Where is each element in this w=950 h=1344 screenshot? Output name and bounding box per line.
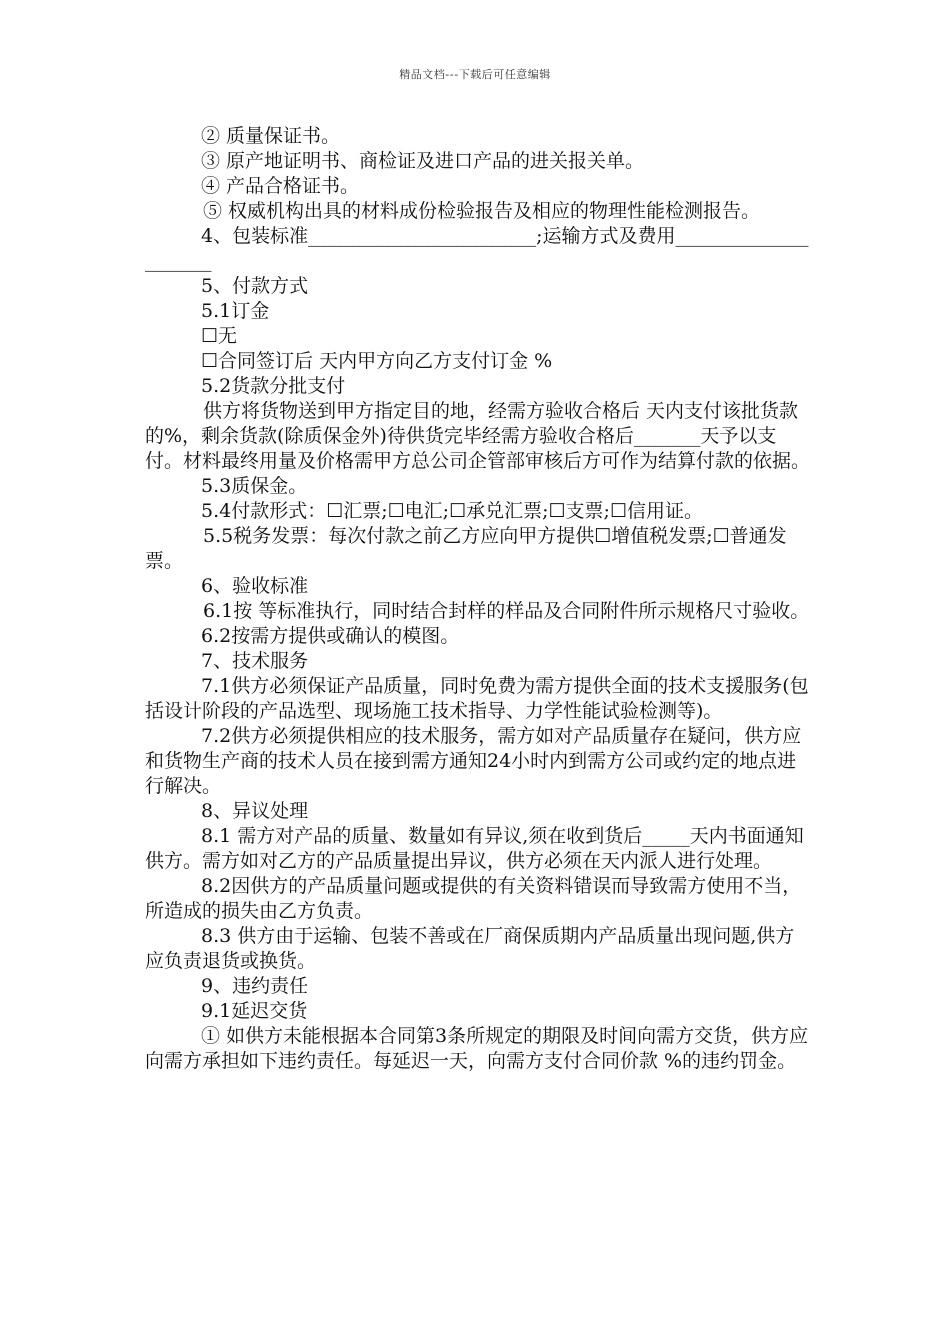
option-deposit: ☐合同签订后 天内甲方向乙方支付订金 %: [201, 350, 553, 372]
clause-9-1: 9.1延迟交货: [201, 1000, 308, 1022]
clause-5-1: 5.1订金: [201, 300, 270, 322]
section-heading-objection: 8、异议处理: [201, 800, 309, 822]
page-header: 精品文档---下载后可任意编辑: [399, 68, 551, 81]
clause-5-2: 5.2货款分批支付: [201, 375, 346, 397]
clause-5-5: 5.5税务发票：每次付款之前乙方应向甲方提供☐增值税发票;☐普通发票。: [145, 525, 787, 572]
section-heading-tech-service: 7、技术服务: [201, 650, 309, 672]
clause-8-1: 8.1 需方对产品的质量、数量如有异议,须在收到货后_____天内书面通知供方。需方如对乙方的产品质量提出异议，供方必须在天内派人进行处理。: [145, 825, 804, 872]
clause-6-2: 6.2按需方提供或确认的模图。: [201, 625, 460, 647]
item-inspection-report: ⑤ 权威机构出具的材料成份检验报告及相应的物理性能检测报告。: [203, 200, 761, 222]
clause-8-2: 8.2因供方的产品质量问题或提供的有关资料错误而导致需方使用不当，所造成的损失由乙方负责。: [145, 875, 802, 922]
section-heading-acceptance: 6、验收标准: [201, 575, 309, 597]
item-product-certificate: ④ 产品合格证书。: [201, 175, 360, 197]
item-quality-certificate: ② 质量保证书。: [201, 125, 341, 147]
clause-6-1: 6.1按 等标准执行，同时结合封样的样品及合同附件所示规格尺寸验收。: [203, 600, 810, 622]
section-packaging: 4、包装标准________________________;运输方式及费用_____________________: [145, 225, 809, 272]
clause-5-4: 5.4付款形式：☐汇票;☐电汇;☐承兑汇票;☐支票;☐信用证。: [201, 500, 703, 522]
clause-5-3: 5.3质保金。: [201, 475, 308, 497]
item-origin-certificate: ③ 原产地证明书、商检证及进口产品的进关报关单。: [201, 150, 645, 172]
option-none: ☐无: [201, 325, 238, 347]
clause-5-2-body: 供方将货物送到甲方指定目的地，经需方验收合格后 天内支付该批货款的%，剩余货款(除质保金外)待供货完毕经需方验收合格后_______天予以支付。材料最终用量及价格需甲方总公司企管部审核后方可作为结算付款的依据。: [145, 400, 811, 472]
clause-7-1: 7.1供方必须保证产品质量，同时免费为需方提供全面的技术支援服务(包括设计阶段的产品选型、现场施工技术指导、力学性能试验检测等)。: [145, 675, 809, 722]
clause-8-3: 8.3 供方由于运输、包装不善或在厂商保质期内产品质量出现问题,供方应负责退货或换货。: [145, 925, 795, 972]
section-heading-payment: 5、付款方式: [201, 275, 309, 297]
section-heading-liability: 9、违约责任: [201, 975, 309, 997]
document-body: [145, 124, 810, 1074]
clause-7-2: 7.2供方必须提供相应的技术服务，需方如对产品质量存在疑问，供方应和货物生产商的技术人员在接到需方通知24小时内到需方公司或约定的地点进行解决。: [145, 725, 802, 797]
clause-9-1-item-1: ① 如供方未能根据本合同第3条所规定的期限及时间向需方交货，供方应向需方承担如下违约责任。每延迟一天，向需方支付合同价款 %的违约罚金。: [145, 1025, 809, 1072]
